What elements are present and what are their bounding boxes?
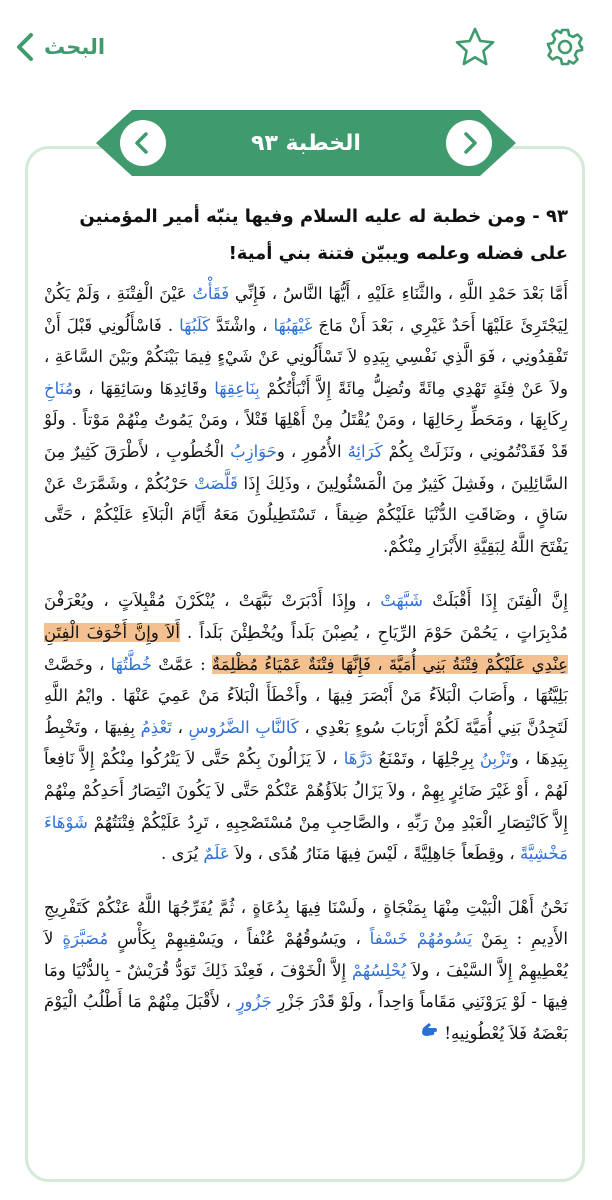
chevron-left-icon	[118, 118, 168, 168]
paragraph-3	[44, 892, 568, 1051]
gear-icon	[544, 26, 586, 68]
highlighted-passage[interactable]: أَلاَ وإِنَّ أَخْوَفَ الْفِتَنِ عِنْدِي عَلَيْكُمْ فِتْنَةُ بَنِي أُمَيَّةَ ، فَإِنَّهَا فِتْنَةٌ عَمْيَاءُ مُظْلِمَةٌ	[44, 622, 568, 674]
text-run: رِكَابِهَا ، ومَحَطِّ رِحَالِهَا ، ومَنْ يُقْتَلُ مِنْ أَهْلِهَا قَتْلاً ، ومَنْ يَمُوتُ مِنْهُمْ مَوْتاً . ولَوْ قَدْ فَقَدْتُمُونِي ، ونَزَلَتْ بِكُمْ	[44, 410, 569, 461]
text-run: : عَمَّتْ	[151, 654, 212, 674]
glossary-link[interactable]: يُحْلِسُهُمْ	[351, 960, 406, 980]
text-run: ، وإِذَا أَدْبَرَتْ نَبَّهَتْ ، يُنْكَرْنَ مُقْبِلاَتٍ ، ويُعْرَفْنَ مُدْبِرَاتٍ ، يَحُمْنَ حَوْمَ الرِّيَاحِ ، يُصِبْنَ بَلَداً ويُخْطِئْنَ بَلَداً .	[44, 591, 568, 642]
back-button[interactable]	[14, 30, 105, 64]
glossary-link[interactable]: خُطَّتُهَا	[110, 654, 152, 674]
text-run: إِنَّ الْفِتَنَ إِذَا أَقْبَلَتْ	[422, 591, 568, 611]
sermon-body	[44, 278, 568, 1050]
text-run: ، ويَسُوقُهُمْ عُنْفاً ، ويَسْقِيهِمْ بِكَأْسٍ	[108, 929, 370, 949]
next-sermon-button[interactable]	[444, 118, 494, 168]
text-run: بِفِيهَا ، وتَخْبِطُ بِيَدِهَا ، و	[44, 717, 569, 769]
text-run: حَرْبُكُمْ ، وشَمَّرَتْ عَنْ سَاقٍ ، وضَاقَتِ الدُّنْيَا عَلَيْكُمْ ضِيقاً ، تَسْتَطِيلُونَ مَعَهُ أَيَّامَ الْبَلاَءِ عَلَيْكُمْ ، حَتَّى يَفْتَحَ اللَّهُ لِبَقِيَّةِ الأَبْرَارِ مِنْكُمْ.	[44, 473, 568, 556]
text-run: . فَاسْأَلُونِي قَبْلَ أَنْ تَفْقِدُونِي ، فَوَ الَّذِي نَفْسِي بِيَدِهِ لاَ تَسْأَلُونِي عَنْ شَيْءٍ فِيمَا بَيْنَكُمْ وبَيْنَ السَّاعَةِ ، ولاَ عَنْ فِئَةٍ تَهْدِي مِائَةً وتُضِلُّ مِائَةً إِلاَّ أَنْبَأْتُكُمْ	[44, 315, 569, 398]
text-run: نَحْنُ أَهْلَ الْبَيْتِ مِنْهَا بِمَنْجَاةٍ ، ولَسْنَا فِيهَا بِدُعَاةٍ ، ثُمَّ يُفَرِّجُهَا اللَّهُ عَنْكُمْ كَتَفْرِيجِ الأَدِيمِ : بِمَنْ	[44, 897, 568, 949]
glossary-link[interactable]: تَزْبِنُ	[479, 749, 511, 769]
text-run: لاَ يُعْطِيهِمْ إِلاَّ السَّيْفَ ، ولاَ	[44, 929, 568, 980]
glossary-link[interactable]: مُنَاخِ	[44, 378, 74, 398]
glossary-link[interactable]: كَالنَّابِ الضَّرُوسِ	[188, 717, 299, 737]
glossary-link[interactable]: جَزُورٍ	[236, 992, 272, 1012]
glossary-link[interactable]: شَوْهَاءَ مَخْشِيَّةً	[44, 812, 568, 864]
text-run: بِرِجْلِهَا ، وتَمْنَعُ	[372, 749, 480, 769]
glossary-link[interactable]: كَرَائِهُ	[347, 441, 383, 461]
paragraph-1	[44, 278, 568, 562]
glossary-link[interactable]: يَسُومُهُمْ خَسْفاً	[369, 929, 473, 949]
text-run: الْخُطُوبِ ، لأَطْرَقَ كَثِيرٌ مِنَ السَّائِلِينَ ، وفَشِلَ كَثِيرٌ مِنَ الْمَسْئُولِينَ ، وذَلِكَ إِذَا	[44, 441, 568, 493]
text-run: إِلاَّ الْخَوْفَ ، فَعِنْدَ ذَلِكَ تَوَدُّ قُرَيْشٌ - بِالدُّنْيَا ومَا فِيهَا - لَوْ يَرَوْنَنِي مَقَاماً وَاحِداً ، ولَوْ قَدْرَ جَزْرِ	[44, 960, 568, 1012]
chevron-left-icon	[14, 32, 36, 62]
paragraph-2	[44, 585, 568, 869]
sermon-banner	[96, 106, 516, 180]
text-run: الأُمُورِ ، و	[276, 441, 348, 461]
text-run: ،	[172, 717, 189, 737]
glossary-link[interactable]: حَوَازِبُ	[230, 441, 277, 461]
glossary-link[interactable]: تَعْذِمُ	[140, 717, 172, 737]
page-title: الخطبة ٩٣	[251, 130, 361, 156]
hand-pointer-icon[interactable]	[419, 1019, 439, 1051]
star-icon	[454, 26, 496, 68]
sermon-heading: ٩٣ - ومن خطبة له عليه السلام وفيها ينبّه أمير المؤمنين على فضله وعلمه ويبيّن فتنة بني أمية!	[79, 206, 568, 264]
glossary-link[interactable]: مُصَبَّرَةٍ	[62, 929, 109, 949]
glossary-link[interactable]: عَلَمٌ	[203, 844, 230, 864]
top-bar	[0, 0, 612, 90]
glossary-link[interactable]: كَلَبُهَا	[179, 315, 211, 335]
back-label: البحث	[44, 35, 106, 59]
text-run: يُرَى .	[161, 844, 204, 864]
text-run: ، وقِطَعاً جَاهِلِيَّةً ، لَيْسَ فِيهَا مَنَارُ هُدًى ، ولاَ	[229, 844, 520, 864]
text-run: أَمَّا بَعْدَ حَمْدِ اللَّهِ ، والثَّنَاءِ عَلَيْهِ ، أَيُّهَا النَّاسُ ، فَإِنِّي	[229, 284, 568, 303]
glossary-link[interactable]: فَقَأْتُ	[192, 284, 230, 303]
text-run: ، لاَ يَزَالُونَ بِكُمْ حَتَّى لاَ يَتْرُكُوا مِنْكُمْ إِلاَّ نَافِعاً لَهُمْ ، أَوْ غَيْرَ ضَائِرٍ بِهِمْ ، ولاَ يَزَالُ بَلاَؤُهُمْ عَنْكُمْ حَتَّى لاَ يَكُونَ انْتِصَارُ أَحَدِكُمْ مِنْهُمْ إِلاَّ كَانْتِصَارِ الْعَبْدِ مِنْ رَبِّهِ ، والصَّاحِبِ مِنْ مُسْتَصْحِبِهِ ، تَرِدُ عَلَيْكُمْ فِتْنَتُهُمْ	[44, 749, 568, 832]
glossary-link[interactable]: غَيْهَبُهَا	[273, 315, 313, 335]
text-run: ، وخَصَّتْ بَلِيَّتُهَا ، وأَصَابَ الْبَلاَءُ مَنْ أَبْصَرَ فِيهَا ، وأَخْطَأَ الْبَلاَءُ مَنْ عَمِيَ عَنْهَا . وايْمُ اللَّهِ لَتَجِدُنَّ بَنِي أُمَيَّةَ لَكُمْ أَرْبَابَ سُوءٍ بَعْدِي ،	[44, 654, 569, 737]
text-run: ، لأَقْبَلَ مِنْهُمْ مَا أَطْلُبُ الْيَوْمَ بَعْضَهُ فَلاَ يُعْطُونِيهِ!	[44, 992, 568, 1044]
glossary-link[interactable]: قَلَّصَتْ	[194, 473, 238, 493]
chevron-right-icon	[444, 118, 494, 168]
glossary-link[interactable]: دَرَّهَا	[343, 749, 373, 769]
glossary-link[interactable]: شَبَّهَتْ	[380, 591, 423, 611]
favorite-button[interactable]	[454, 26, 496, 68]
glossary-link[interactable]: بِنَاعِقِهَا	[214, 378, 260, 398]
text-run: عَيْنَ الْفِتْنَةِ ، وَلَمْ يَكُنْ لِيَجْتَرِئَ عَلَيْهَا أَحَدٌ غَيْرِي ، بَعْدَ أَنْ مَاجَ	[44, 284, 568, 335]
previous-sermon-button[interactable]	[118, 118, 168, 168]
settings-button[interactable]	[544, 26, 586, 68]
text-run: وقَائِدِهَا وسَائِقِهَا ، و	[73, 378, 215, 398]
text-run: ، واشْتَدَّ	[210, 315, 274, 335]
